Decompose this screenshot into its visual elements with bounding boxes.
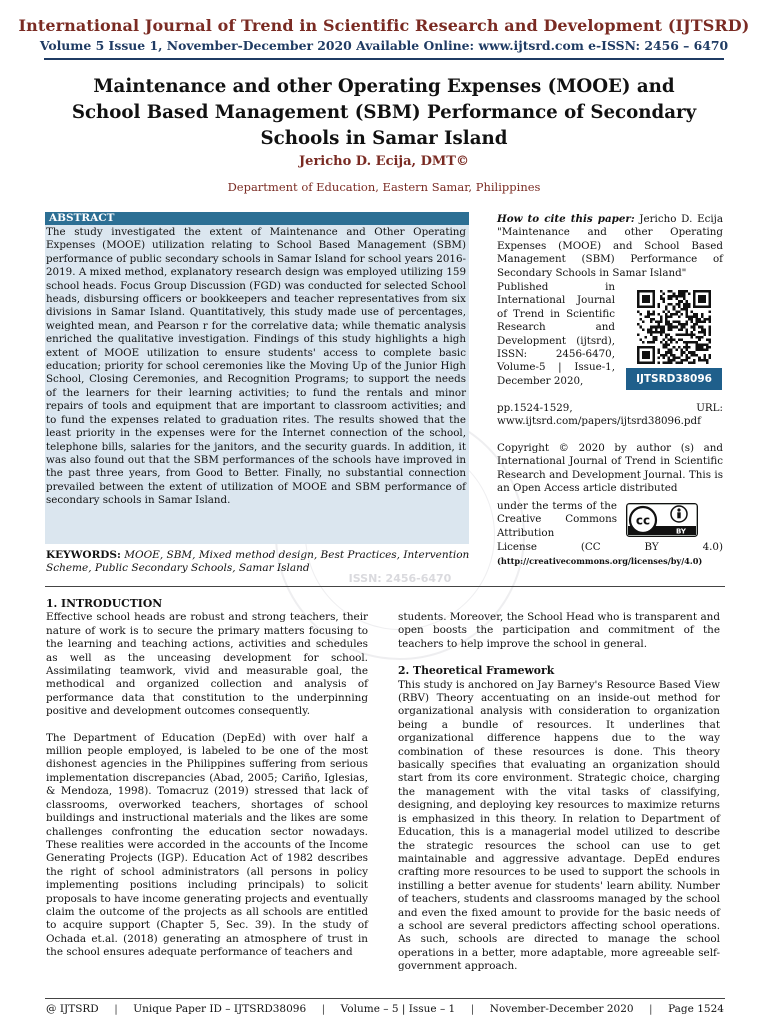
intro-paragraph-3: students. Moreover, the School Head who is transparent and open boosts the participation and commitment of the teachers to help improve the school in general. [398, 611, 720, 650]
header-rule [44, 58, 724, 60]
body-left-column [46, 597, 368, 973]
author-affiliation: Department of Education, Eastern Samar, Philippines [227, 180, 541, 194]
abstract-text: The study investigated the extent of Maintenance and Other Operating Expenses (MOOE) utilization relating to School Based Management (SBM) performance of public secondary schools in Samar Island for school years 2016-2019. A mixed method, explanatory research design was employed utilizing 159 school heads. Focus Group Discussion (FGD) was conducted for selected School heads, disbursing officers or bookkeepers and teacher representatives from six divisions in Samar Island. Quantitatively, this study made use of percentages, weighted mean, and Pearson r for the correlative data; while thematic analysis enriched the qualitative investigation. Findings of this study highlights a high extent of MOOE utilization to ensure students' access to complete basic education; priority for school ceremonies like the Moving Up of the Junior High School, Closing Ceremonies, and Recognition Programs; to support the needs of the learners for their learning activities; to fund the rentals and minor repairs of tools and equipment that are important to classroom activities; and to fund the expenses related to graduation rites. The results showed that the least priority in the expenses were for the Internet connection of the school, telephone bills, salaries for the janitors, and the security guards. In addition, it was also found out that the SBM performances of the schools have improved in the past three years, from Good to Better. Finally, no substantial connection prevailed between the extent of utilization of MOOE and SBM performance of secondary schools in Samar Island. [46, 226, 466, 507]
footer-separator: | [649, 1003, 653, 1015]
footer-separator: | [470, 1003, 475, 1015]
cc-terms-text: under the terms of the Creative Commons Attribution [497, 500, 617, 539]
footer-separator: | [321, 1003, 326, 1015]
footer-volume: Volume – 5 | Issue – 1 [340, 1003, 456, 1015]
qr-code-icon [630, 290, 718, 364]
citation-lead: How to cite this paper: [497, 213, 635, 225]
intro-heading: 1. INTRODUCTION [46, 597, 163, 610]
footer-page: Page 1524 [668, 1003, 724, 1015]
section-rule [45, 586, 725, 587]
journal-title: International Journal of Trend in Scientific Research and Development (IJTSRD) [18, 16, 750, 35]
footer-paper-id: Unique Paper ID – IJTSRD38096 [133, 1003, 307, 1015]
footer-journal: @ IJTSRD [46, 1003, 99, 1015]
page-footer [46, 1003, 724, 1015]
citation-text: Jericho D. Ecija "Maintenance and other Operating Expenses (MOOE) and School Based Management (SBM) Performance of Secondary Schools in Samar Island" [497, 213, 723, 279]
body-right-column [398, 611, 720, 987]
intro-paragraph-2: The Department of Education (DepEd) with over half a million people employed, is labeled to be one of the most dishonest agencies in the Philippines suffering from serious implementation discrepancies (Abad, 2005; Cariño, Iglesias, & Mendoza, 1998). Tomacruz (2019) stressed that lack of classrooms, overworked teachers, shortages of school buildings and instructional materials and the likes are some challenges confronting the education sector nowadays. These realities were accorded in the accounts of the Income Generating Projects (IGP). Education Act of 1982 describes the right of school administrators (all persons in policy implementing positions including principals) to solicit proposals to have income generating projects and eventually claim the outcome of the projects as all schools are entitled to acquire support (Chapter 5, Sec. 39). In the study of Ochada et.al. (2018) generating an atmosphere of trust in the school ensures adequate performance of teachers and [46, 731, 368, 959]
theory-heading: 2. Theoretical Framework [398, 664, 555, 678]
by-mark: BY [675, 527, 687, 536]
intro-paragraph-1: Effective school heads are robust and strong teachers, their nature of work is to secure the primary matters focusing to the learning and teaching actions, activities and schedules as well as the unceasing development for school. Assimilating teamwork, vivid and measurable goal, the methodical and organized collection and analysis of performance data that constitution to the underpinning positive and development outcomes consequently. [46, 611, 368, 718]
footer-rule [45, 998, 725, 999]
keywords [46, 549, 472, 576]
keywords-text: MOOE, SBM, Mixed method design, Best Practices, Intervention Scheme, Public Secondary Schools, Samar Island [46, 549, 470, 575]
keywords-label: KEYWORDS: [46, 549, 121, 561]
footer-date: November-December 2020 [489, 1003, 634, 1015]
citation-block [497, 213, 723, 280]
theory-paragraph: This study is anchored on Jay Barney's Resource Based View (RBV) Theory accentuating on an inside-out method for organizational analysis with consideration to organization being a bundle of resources. It underlines that organizational difference happens due to the way combination of these resources is done. This theory basically specifies that evaluating an organization should start from its core environment. Strategic choice, charging the management with the vital tasks of classifying, designing, and deploying key resources to maximize returns is emphasized in this theory. In relation to Department of Education, this is a managerial model utilized to describe the strategic resources the school can use to get maintainable and aggressive advantage. DepEd endures crafting more resources to be used to support the schools in instilling a better avenue for students' learn ability. Number of teachers, students and classrooms managed by the school and even the fixed amount to provide for the basic needs of a school are several predictors affecting school operations. As such, schools are directed to manage the school operations in a better, more adaptable, more agreeable self-government approach. [398, 678, 720, 973]
citation-published: Published in International Journal of Trend in Scientific Research and Development (ijtsrd), ISSN: 2456-6470, Volume-5 | Issue-1, December 2020, [497, 281, 615, 387]
license-url[interactable]: (http://creativecommons.org/licenses/by/4.0) [497, 556, 703, 566]
cc-mark: cc [635, 513, 651, 528]
paper-title: Maintenance and other Operating Expenses (MOOE) and School Based Management (SBM) Performance of Secondary Schools in Samar Island [71, 76, 697, 149]
license-text: License (CC BY 4.0) [497, 541, 723, 553]
watermark-issn: ISSN: 2456-6470 [348, 572, 452, 585]
citation-url[interactable]: pp.1524-1529, URL: www.ijtsrd.com/papers/ijtsrd38096.pdf [497, 402, 723, 428]
footer-separator: | [114, 1003, 118, 1015]
copyright-text: Copyright © 2020 by author (s) and International Journal of Trend in Scientific Research and Development Journal. This is an Open Access article distributed [497, 442, 723, 495]
author-name: Jericho D. Ecija, DMT© [299, 154, 469, 169]
cc-by-license-icon[interactable] [626, 503, 698, 537]
volume-line: Volume 5 Issue 1, November-December 2020 Available Online: www.ijtsrd.com e-ISSN: 2456 – 6470 [39, 38, 729, 53]
abstract-heading: ABSTRACT [45, 212, 469, 225]
license-label [497, 541, 723, 554]
paper-id-badge: IJTSRD38096 [626, 368, 722, 390]
